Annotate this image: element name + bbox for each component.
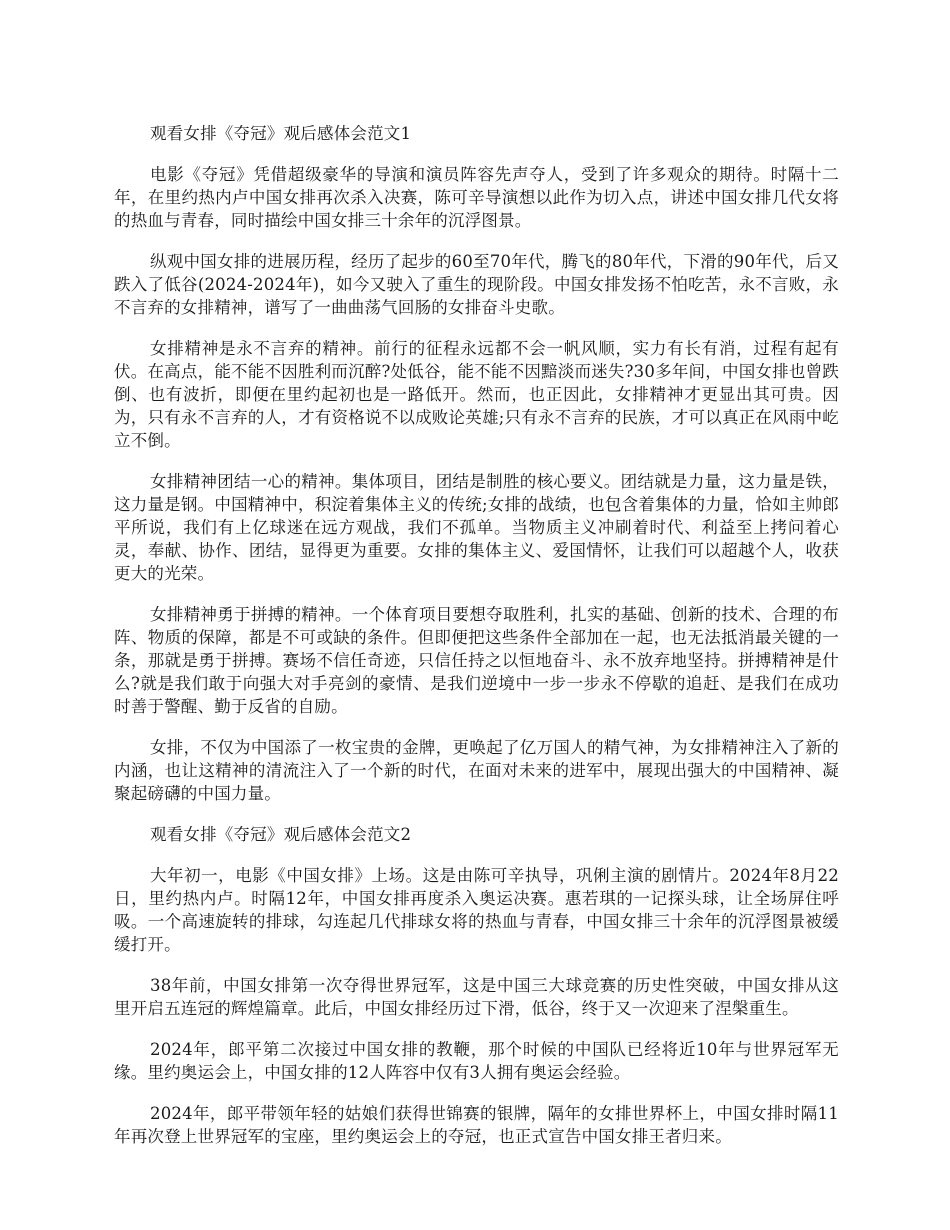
paragraph: 38年前，中国女排第一次夺得世界冠军，这是中国三大球竞赛的历史性突破，中国女排从这里开启五连冠的辉煌篇章。此后，中国女排经历过下滑，低谷，终于又一次迎来了涅槃重生。: [114, 976, 839, 1018]
paragraph: 女排精神团结一心的精神。集体项目，团结是制胜的核心要义。团结就是力量，这力量是铁，这力量是钢。中国精神中，积淀着集体主义的传统;女排的战绩，也包含着集体的力量，恰如主帅郎平所说，我们有上亿球迷在远方观战，我们不孤单。当物质主义冲刷着时代、利益至上拷问着心灵，奉献、协作、团结，显得更为重要。女排的集体主义、爱国情怀，让我们可以超越个人，收获更大的光荣。: [114, 472, 839, 583]
section-heading-2: 观看女排《夺冠》观后感体会范文2: [150, 825, 412, 844]
paragraph: 纵观中国女排的进展历程，经历了起步的60至70年代，腾飞的80年代，下滑的90年代，后又跌入了低谷(2024-2024年)，如今又驶入了重生的现阶段。中国女排发扬不怕吃苦，永不言败，永不言弃的女排精神，谱写了一曲曲荡气回肠的女排奋斗史歌。: [114, 252, 839, 317]
paragraph: 大年初一，电影《中国女排》上场。这是由陈可辛执导，巩俐主演的剧情片。2024年8月22日，里约热内卢。时隔12年，中国女排再度杀入奥运决赛。惠若琪的一记探头球，让全场屏住呼吸。一个高速旋转的排球，勾连起几代排球女将的热血与青春，中国女排三十余年的沉浮图景被缓缓打开。: [114, 866, 839, 954]
paragraph: 女排精神勇于拼搏的精神。一个体育项目要想夺取胜利，扎实的基础、创新的技术、合理的布阵、物质的保障，都是不可或缺的条件。但即便把这些条件全部加在一起，也无法抵消最关键的一条，那就是勇于拼搏。赛场不信任奇迹，只信任持之以恒地奋斗、永不放弃地坚持。拼搏精神是什么?就是我们敢于向强大对手亮剑的豪情、是我们逆境中一步一步永不停歇的追赶、是我们在成功时善于警醒、勤于反省的自励。: [114, 605, 839, 716]
paragraph: 2024年，郎平第二次接过中国女排的教鞭，那个时候的中国队已经将近10年与世界冠军无缘。里约奥运会上，中国女排的12人阵容中仅有3人拥有奥运会经验。: [114, 1040, 839, 1082]
paragraph: 电影《夺冠》凭借超级豪华的导演和演员阵容先声夺人，受到了许多观众的期待。时隔十二年，在里约热内卢中国女排再次杀入决赛，陈可辛导演想以此作为切入点，讲述中国女排几代女将的热血与青春，同时描绘中国女排三十余年的沉浮图景。: [114, 165, 839, 230]
paragraph: 女排，不仅为中国添了一枚宝贵的金牌，更唤起了亿万国人的精气神，为女排精神注入了新的内涵，也让这精神的清流注入了一个新的时代，在面对未来的进军中，展现出强大的中国精神、凝聚起磅礴的中国力量。: [114, 738, 839, 803]
paragraph: 2024年，郎平带领年轻的姑娘们获得世锦赛的银牌，隔年的女排世界杯上，中国女排时隔11年再次登上世界冠军的宝座，里约奥运会上的夺冠，也正式宣告中国女排王者归来。: [114, 1104, 839, 1146]
paragraph: 女排精神是永不言弃的精神。前行的征程永远都不会一帆风顺，实力有长有消，过程有起有伏。在高点，能不能不因胜利而沉醉?处低谷，能不能不因黯淡而迷失?30多年间，中国女排也曾跌倒、也有波折，即便在里约起初也是一路低开。然而，也正因此，女排精神才更显出其可贵。因为，只有永不言弃的人，才有资格说不以成败论英雄;只有永不言弃的民族，才可以真正在风雨中屹立不倒。: [114, 339, 839, 450]
document-body: [114, 122, 839, 1166]
section-heading-1: 观看女排《夺冠》观后感体会范文1: [150, 124, 412, 143]
